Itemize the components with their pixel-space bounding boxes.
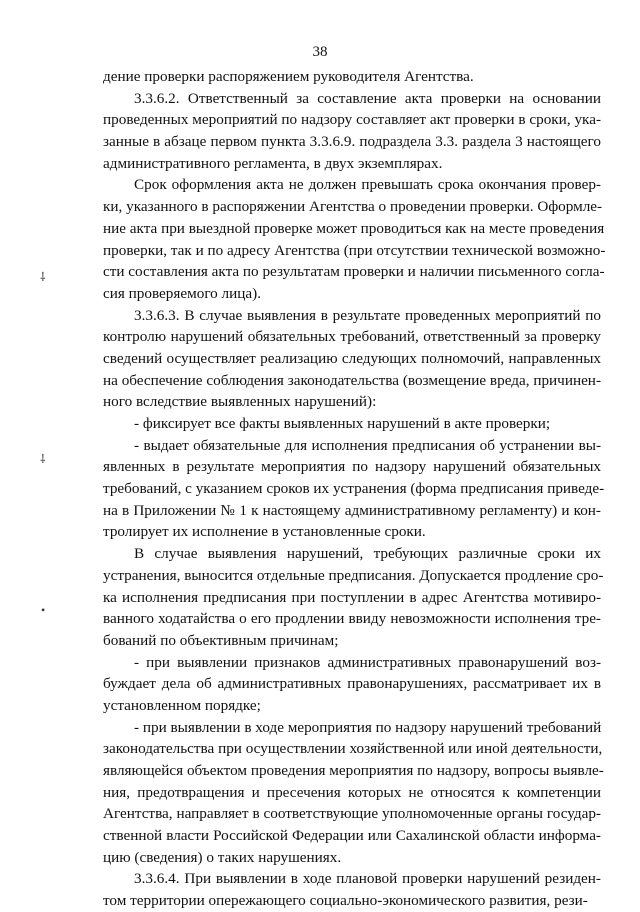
text-line: на в Приложении № 1 к настоящему административному регламенту) и кон- (103, 501, 601, 519)
page-number: 38 (312, 44, 328, 60)
text-line: 3.3.6.2. Ответственный за составление акта проверки на основании (134, 89, 601, 107)
text-line: цию (сведения) о таких нарушениях. (103, 848, 342, 866)
paragraph (103, 88, 601, 175)
text-line: занные в абзаце первом пункта 3.3.6.9. подраздела 3.3. раздела 3 настоящего (103, 133, 601, 151)
text-line: тролирует их исполнение в установленные сроки. (103, 523, 426, 541)
text-line: дение проверки распоряжением руководителя Агентства. (103, 68, 474, 85)
paragraph (103, 413, 601, 435)
text-line: - фиксирует все факты выявленных нарушений в акте проверки; (134, 415, 551, 432)
text-line: ния, предотвращения и пресечения которых не относятся к компетенции (103, 783, 601, 801)
text-line: - при выявлении в ходе мероприятия по надзору нарушений требований (134, 718, 602, 736)
margin-mark: • (41, 603, 46, 617)
text-line: являющейся объектом проведения мероприятия по надзору, вопросы выявле- (103, 762, 604, 779)
margin-mark: ⸸ (40, 270, 46, 284)
text-line: законодательства при осуществлении хозяйственной или иной деятельности, (103, 740, 603, 758)
margin-mark: ⸸ (40, 452, 46, 466)
text-line: ванного ходатайства о его продлении ввиду невозможности исполнения тре- (103, 610, 601, 628)
paragraph (103, 868, 601, 911)
text-line: ка исполнения предписания при поступлении в адрес Агентства мотивиро- (103, 588, 601, 606)
text-line: В случае выявления нарушений, требующих различные сроки их (134, 545, 601, 563)
text-line: ки, указанного в распоряжении Агентства о проведении проверки. Оформле- (103, 198, 603, 216)
text-line: буждает дела об административных правонарушениях, рассматривает их в (103, 675, 601, 693)
text-line: проверки, так и по адресу Агентства (при отсутствии технической возможно- (103, 241, 606, 259)
text-line: на обеспечение соблюдения законодательства (возмещение вреда, причинен- (103, 371, 601, 389)
text-line: проведенных мероприятий по надзору составляет акт проверки в сроки, ука- (103, 111, 601, 129)
text-line: установленном порядке; (103, 696, 261, 714)
text-line: ние акта при выездной проверке может проводиться как на месте проведения (103, 219, 605, 237)
text-line: ственной власти Российской Федерации или Сахалинской области информа- (103, 827, 601, 845)
paragraph (103, 66, 601, 88)
paragraph (103, 435, 605, 543)
text-line: устранения, выносится отдельные предписания. Допускается продление сро- (103, 566, 604, 584)
text-line: сия проверяемого лица). (103, 284, 261, 302)
text-line: контролю нарушений обязательных требований, ответственный за проверку (103, 328, 601, 346)
paragraph (103, 717, 604, 869)
paragraph (103, 652, 601, 717)
text-line: явленных в результате мероприятия по надзору нарушений обязательных (103, 458, 601, 476)
document-body (103, 66, 606, 912)
text-line: том территории опережающего социально-экономического развития, рези- (103, 892, 588, 910)
paragraph (103, 543, 604, 651)
text-line: требований, с указанием сроков их устранения (форма предписания приведе- (103, 480, 605, 498)
text-line: 3.3.6.3. В случае выявления в результате проведенных мероприятий по (134, 306, 601, 324)
text-line: Срок оформления акта не должен превышать срока окончания провер- (134, 176, 601, 194)
text-line: - при выявлении признаков административных правонарушений воз- (134, 653, 601, 671)
text-line: бований по объективным причинам; (103, 631, 339, 649)
text-line: - выдает обязательные для исполнения предписания об устранении вы- (134, 436, 601, 454)
paragraph (103, 174, 606, 304)
paragraph (103, 305, 601, 413)
text-line: сти составления акта по результатам проверки и наличии письменного согла- (103, 263, 605, 281)
text-line: сведений осуществляет реализацию следующих полномочий, направленных (103, 349, 601, 367)
text-line: Агентства, направляет в соответствующие уполномоченные органы государ- (103, 805, 601, 823)
text-line: административного регламента, в двух экземплярах. (103, 154, 443, 172)
text-line: ного вследствие выявленных нарушений): (103, 393, 377, 411)
text-line: 3.3.6.4. При выявлении в ходе плановой проверки нарушений резиден- (134, 870, 601, 888)
